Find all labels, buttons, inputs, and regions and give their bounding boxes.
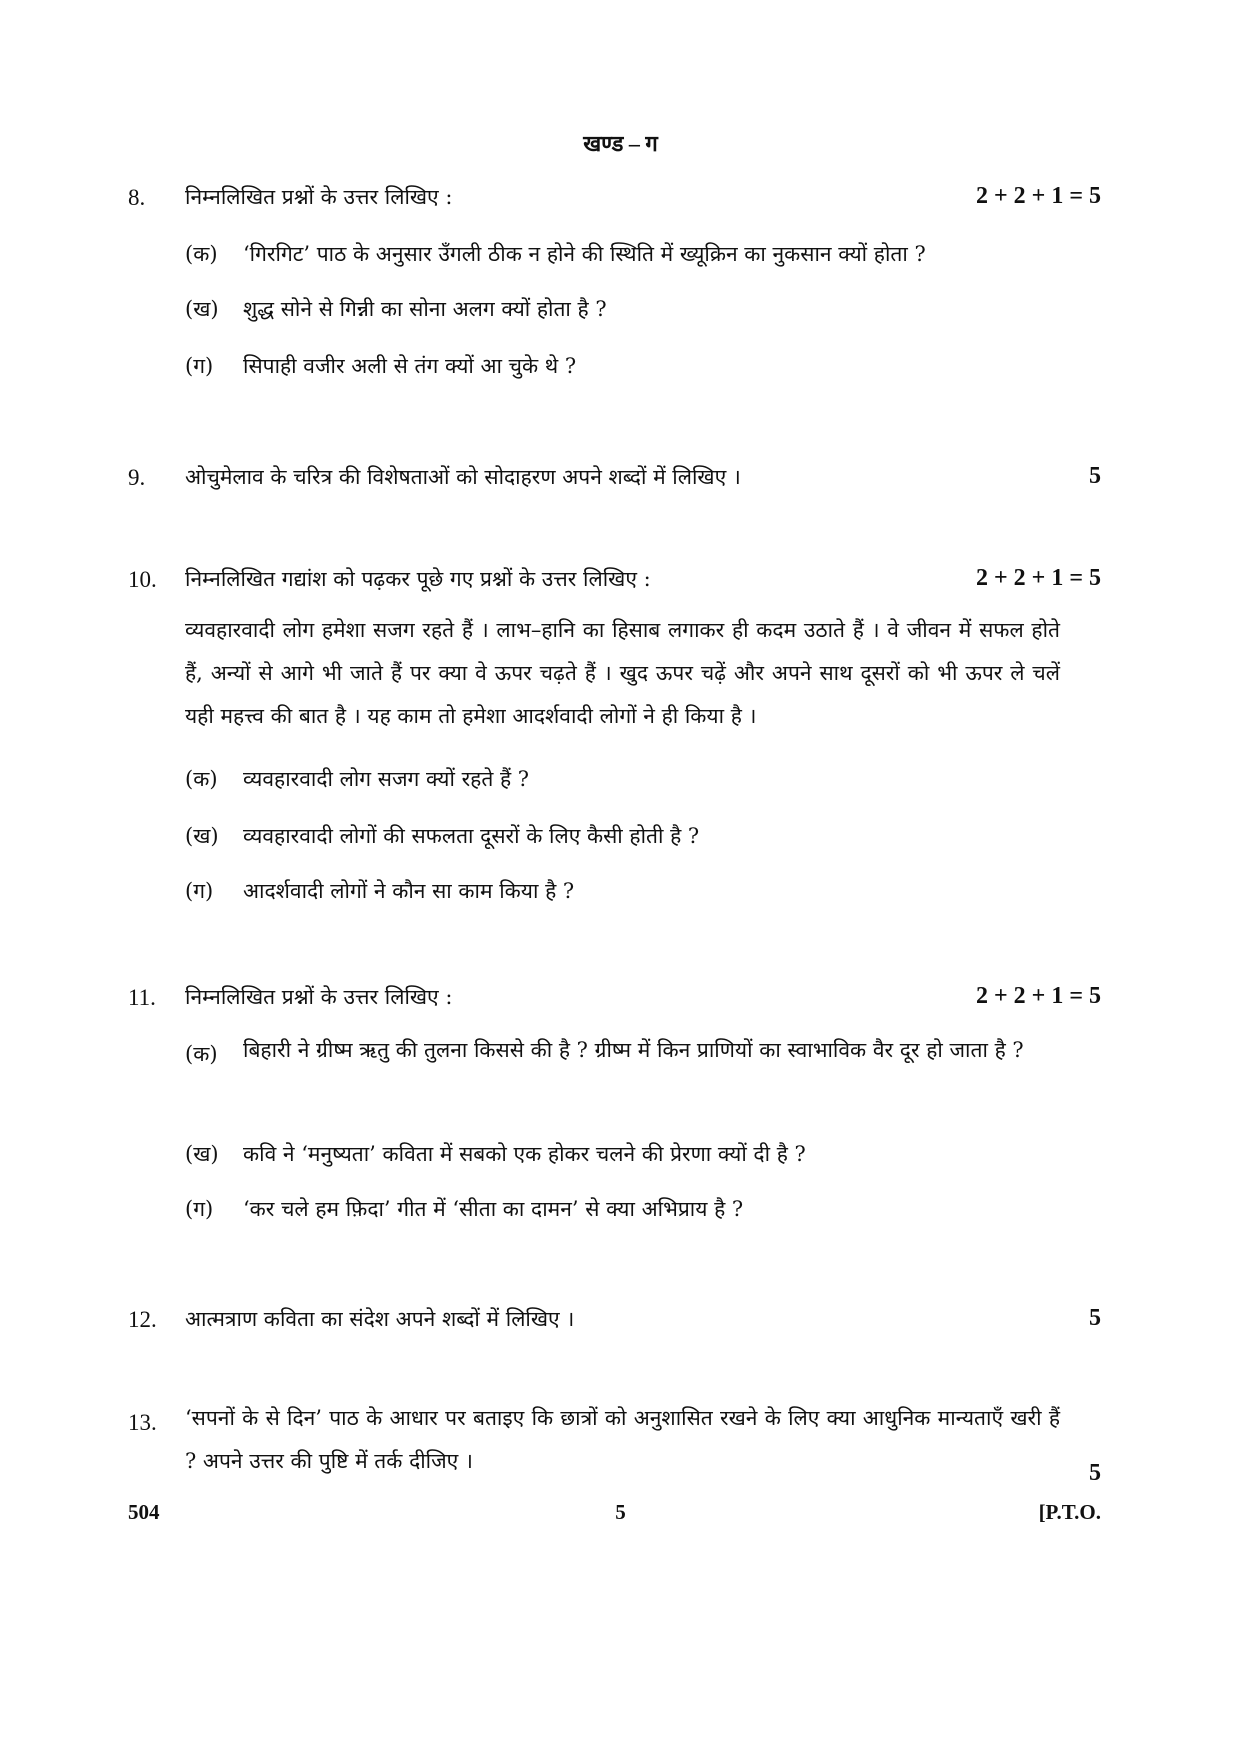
question-10-part-ka-text: व्यवहारवादी लोग सजग क्यों रहते हैं ? <box>243 767 530 791</box>
question-10-part-ga-text: आदर्शवादी लोगों ने कौन सा काम किया है ? <box>243 879 575 903</box>
question-11-part-kha-text: कवि ने ‘मनुष्यता’ कविता में सबको एक होकर चलने की प्रेरणा क्यों दी है ? <box>243 1142 806 1166</box>
question-11-text: निम्नलिखित प्रश्नों के उत्तर लिखिए : <box>185 985 453 1009</box>
question-13-number: 13. <box>128 1410 157 1435</box>
footer-page-number: 5 <box>615 1500 626 1524</box>
question-11-part-ka-text: बिहारी ने ग्रीष्म ऋतु की तुलना किससे की है ? ग्रीष्म में किन प्राणियों का स्वाभाविक वैर दूर हो जाता है ? <box>243 1038 1024 1062</box>
question-10-marks: 2 + 2 + 1 = 5 <box>975 565 1101 591</box>
question-8-part-ga-label: (ग) <box>185 354 214 378</box>
question-8-part-kha-label: (ख) <box>185 297 219 321</box>
question-10-text: निम्नलिखित गद्यांश को पढ़कर पूछे गए प्रश्नों के उत्तर लिखिए : <box>185 567 651 591</box>
question-12-marks: 5 <box>1089 1305 1101 1331</box>
question-11-part-kha-label: (ख) <box>185 1142 219 1166</box>
question-10-part-kha-label: (ख) <box>185 824 219 848</box>
question-11-number: 11. <box>128 985 156 1010</box>
section-title: खण्ड – ग <box>583 131 658 156</box>
question-10-part-ga-label: (ग) <box>185 879 214 903</box>
question-12-text: आत्मत्राण कविता का संदेश अपने शब्दों में लिखिए । <box>185 1307 575 1331</box>
question-13-text: ‘सपनों के से दिन’ पाठ के आधार पर बताइए कि छात्रों को अनुशासित रखने के लिए क्या आधुनिक मान्यताएँ खरी हैं ? अपने उत्तर की पुष्टि में तर्क दीजिए । <box>185 1406 1060 1473</box>
question-11-marks: 2 + 2 + 1 = 5 <box>975 983 1101 1009</box>
question-8-part-ga-text: सिपाही वजीर अली से तंग क्यों आ चुके थे ? <box>243 354 577 378</box>
question-8-part-ka-label: (क) <box>185 242 218 266</box>
question-8-part-ka-text: ‘गिरगिट’ पाठ के अनुसार उँगली ठीक न होने की स्थिति में ख्यूक्रिन का नुकसान क्यों होता ? <box>243 242 926 266</box>
question-8-part-kha-text: शुद्ध सोने से गिन्नी का सोना अलग क्यों होता है ? <box>243 297 607 321</box>
question-13-marks: 5 <box>1089 1460 1101 1486</box>
question-9-number: 9. <box>128 465 146 490</box>
question-10-part-kha-text: व्यवहारवादी लोगों की सफलता दूसरों के लिए कैसी होती है ? <box>243 824 700 848</box>
footer-pto: [P.T.O. <box>1038 1500 1101 1524</box>
question-11-part-ga-label: (ग) <box>185 1197 214 1221</box>
question-8-marks: 2 + 2 + 1 = 5 <box>975 183 1101 209</box>
question-10-passage: व्यवहारवादी लोग हमेशा सजग रहते हैं । लाभ–हानि का हिसाब लगाकर ही कदम उठाते हैं । वे जीवन में सफल होते हैं, अन्यों से आगे भी जाते हैं पर क्या वे ऊपर चढ़ते हैं । खुद ऊपर चढ़ें और अपने साथ दूसरों को भी ऊपर ले चलें यही महत्त्व की बात है । यह काम तो हमेशा आदर्शवादी लोगों ने ही किया है । <box>185 618 1060 728</box>
question-12-number: 12. <box>128 1307 157 1332</box>
question-11-part-ka-label: (क) <box>185 1042 218 1066</box>
footer-paper-code: 504 <box>128 1500 160 1524</box>
question-11-part-ga-text: ‘कर चले हम फ़िदा’ गीत में ‘सीता का दामन’ से क्या अभिप्राय है ? <box>243 1197 744 1221</box>
question-10-number: 10. <box>128 567 157 592</box>
question-9-text: ओचुमेलाव के चरित्र की विशेषताओं को सोदाहरण अपने शब्दों में लिखिए । <box>185 465 741 489</box>
question-10-part-ka-label: (क) <box>185 767 218 791</box>
question-8-text: निम्नलिखित प्रश्नों के उत्तर लिखिए : <box>185 185 453 209</box>
question-9-marks: 5 <box>1089 463 1101 489</box>
question-8-number: 8. <box>128 185 146 210</box>
